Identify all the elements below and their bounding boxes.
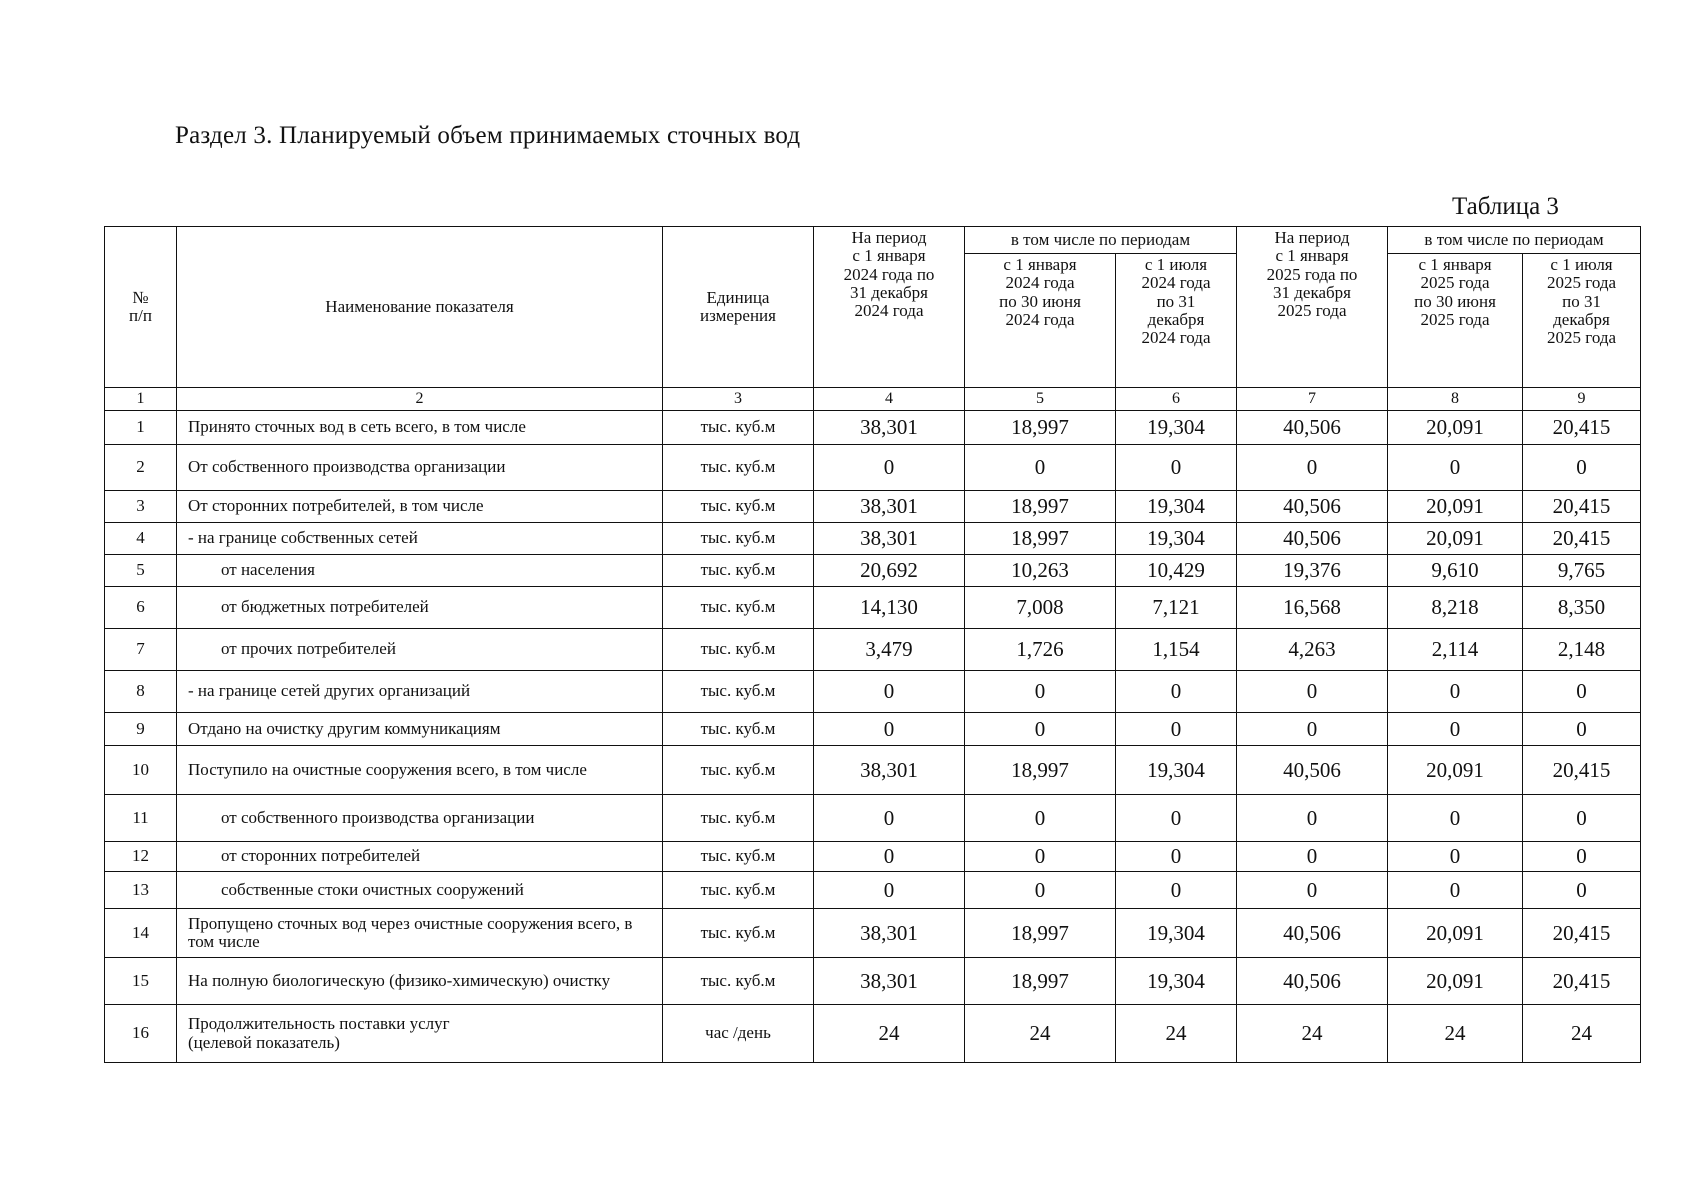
value-cell: 0 (965, 445, 1116, 491)
value-cell: 20,415 (1523, 746, 1641, 795)
value-cell: 19,376 (1237, 555, 1388, 587)
unit-cell: тыс. куб.м (663, 795, 814, 842)
column-numbers-row (105, 388, 1641, 411)
value-cell: 18,997 (965, 411, 1116, 445)
value-cell: 0 (1237, 671, 1388, 713)
value-cell: 20,415 (1523, 909, 1641, 958)
value-cell: 19,304 (1116, 411, 1237, 445)
unit-cell: тыс. куб.м (663, 445, 814, 491)
section-title: Раздел 3. Планируемый объем принимаемых сточных вод (175, 122, 801, 149)
value-cell: 38,301 (814, 491, 965, 523)
indicator-name: Пропущено сточных вод через очистные сооружения всего, в том числе (177, 909, 663, 958)
table-label: Таблица 3 (1452, 193, 1559, 220)
table-row (105, 671, 1641, 713)
value-cell: 3,479 (814, 629, 965, 671)
value-cell: 0 (814, 795, 965, 842)
table-row (105, 958, 1641, 1005)
row-number: 2 (105, 445, 177, 491)
value-cell: 19,304 (1116, 491, 1237, 523)
value-cell: 24 (965, 1005, 1116, 1063)
value-cell: 19,304 (1116, 746, 1237, 795)
value-cell: 18,997 (965, 746, 1116, 795)
table-row (105, 523, 1641, 555)
value-cell: 40,506 (1237, 411, 1388, 445)
column-number: 7 (1237, 388, 1388, 411)
value-cell: 2,148 (1523, 629, 1641, 671)
unit-cell: тыс. куб.м (663, 629, 814, 671)
value-cell: 0 (965, 842, 1116, 872)
value-cell: 0 (814, 713, 965, 746)
value-cell: 0 (1237, 713, 1388, 746)
value-cell: 0 (1116, 872, 1237, 909)
value-cell: 0 (1116, 445, 1237, 491)
value-cell: 4,263 (1237, 629, 1388, 671)
value-cell: 0 (1388, 445, 1523, 491)
indicator-name: Отдано на очистку другим коммуникациям (177, 713, 663, 746)
value-cell: 14,130 (814, 587, 965, 629)
row-number: 14 (105, 909, 177, 958)
wastewater-volume-table (104, 226, 1641, 1063)
value-cell: 0 (1523, 713, 1641, 746)
value-cell: 0 (1388, 713, 1523, 746)
column-number: 4 (814, 388, 965, 411)
value-cell: 0 (1388, 842, 1523, 872)
indicator-name: От собственного производства организации (177, 445, 663, 491)
table-row (105, 445, 1641, 491)
value-cell: 20,091 (1388, 491, 1523, 523)
unit-cell: тыс. куб.м (663, 958, 814, 1005)
value-cell: 0 (965, 713, 1116, 746)
value-cell: 18,997 (965, 491, 1116, 523)
header-h1-2024: с 1 января 2024 года по 30 июня 2024 года (965, 254, 1116, 388)
unit-cell: тыс. куб.м (663, 842, 814, 872)
table-row (105, 842, 1641, 872)
unit-cell: час /день (663, 1005, 814, 1063)
table-row (105, 491, 1641, 523)
value-cell: 20,415 (1523, 958, 1641, 1005)
value-cell: 9,765 (1523, 555, 1641, 587)
row-number: 13 (105, 872, 177, 909)
header-num: № п/п (105, 227, 177, 388)
value-cell: 20,091 (1388, 746, 1523, 795)
table-row (105, 713, 1641, 746)
value-cell: 20,091 (1388, 523, 1523, 555)
value-cell: 7,121 (1116, 587, 1237, 629)
header-period-2024: На период с 1 января 2024 года по 31 декабря 2024 года (814, 227, 965, 388)
value-cell: 2,114 (1388, 629, 1523, 671)
unit-cell: тыс. куб.м (663, 671, 814, 713)
indicator-name: - на границе сетей других организаций (177, 671, 663, 713)
table-row (105, 587, 1641, 629)
indicator-name: На полную биологическую (физико-химическую) очистку (177, 958, 663, 1005)
table-row (105, 872, 1641, 909)
value-cell: 0 (1116, 713, 1237, 746)
value-cell: 0 (1523, 842, 1641, 872)
indicator-name: собственные стоки очистных сооружений (177, 872, 663, 909)
value-cell: 0 (965, 671, 1116, 713)
unit-cell: тыс. куб.м (663, 411, 814, 445)
unit-cell: тыс. куб.м (663, 523, 814, 555)
column-number: 3 (663, 388, 814, 411)
header-name: Наименование показателя (177, 227, 663, 388)
column-number: 8 (1388, 388, 1523, 411)
row-number: 12 (105, 842, 177, 872)
value-cell: 24 (1388, 1005, 1523, 1063)
value-cell: 19,304 (1116, 909, 1237, 958)
row-number: 15 (105, 958, 177, 1005)
value-cell: 20,091 (1388, 411, 1523, 445)
value-cell: 1,154 (1116, 629, 1237, 671)
value-cell: 0 (1388, 671, 1523, 713)
value-cell: 0 (1237, 872, 1388, 909)
value-cell: 10,429 (1116, 555, 1237, 587)
value-cell: 20,692 (814, 555, 965, 587)
row-number: 1 (105, 411, 177, 445)
header-unit: Единица измерения (663, 227, 814, 388)
table-row (105, 746, 1641, 795)
value-cell: 0 (1237, 795, 1388, 842)
header-period-2025: На период с 1 января 2025 года по 31 декабря 2025 года (1237, 227, 1388, 388)
value-cell: 0 (1237, 445, 1388, 491)
row-number: 10 (105, 746, 177, 795)
table-row (105, 909, 1641, 958)
value-cell: 38,301 (814, 909, 965, 958)
indicator-name: от сторонних потребителей (177, 842, 663, 872)
value-cell: 20,091 (1388, 909, 1523, 958)
value-cell: 24 (814, 1005, 965, 1063)
value-cell: 0 (1116, 842, 1237, 872)
unit-cell: тыс. куб.м (663, 491, 814, 523)
value-cell: 19,304 (1116, 958, 1237, 1005)
row-number: 9 (105, 713, 177, 746)
value-cell: 0 (965, 872, 1116, 909)
value-cell: 40,506 (1237, 909, 1388, 958)
value-cell: 0 (965, 795, 1116, 842)
value-cell: 40,506 (1237, 491, 1388, 523)
row-number: 3 (105, 491, 177, 523)
indicator-name: от собственного производства организации (177, 795, 663, 842)
row-number: 4 (105, 523, 177, 555)
indicator-name: Поступило на очистные сооружения всего, в том числе (177, 746, 663, 795)
indicator-name: от населения (177, 555, 663, 587)
value-cell: 0 (814, 671, 965, 713)
value-cell: 24 (1116, 1005, 1237, 1063)
indicator-name: - на границе собственных сетей (177, 523, 663, 555)
value-cell: 40,506 (1237, 746, 1388, 795)
value-cell: 0 (1523, 872, 1641, 909)
value-cell: 0 (814, 872, 965, 909)
indicator-name: Принято сточных вод в сеть всего, в том числе (177, 411, 663, 445)
row-number: 16 (105, 1005, 177, 1063)
value-cell: 38,301 (814, 958, 965, 1005)
row-number: 8 (105, 671, 177, 713)
value-cell: 0 (1237, 842, 1388, 872)
unit-cell: тыс. куб.м (663, 713, 814, 746)
table-row (105, 1005, 1641, 1063)
unit-cell: тыс. куб.м (663, 587, 814, 629)
value-cell: 0 (814, 842, 965, 872)
column-number: 5 (965, 388, 1116, 411)
value-cell: 24 (1523, 1005, 1641, 1063)
value-cell: 18,997 (965, 909, 1116, 958)
value-cell: 38,301 (814, 746, 965, 795)
column-number: 9 (1523, 388, 1641, 411)
value-cell: 1,726 (965, 629, 1116, 671)
value-cell: 18,997 (965, 958, 1116, 1005)
value-cell: 24 (1237, 1005, 1388, 1063)
value-cell: 0 (814, 445, 965, 491)
indicator-name: от прочих потребителей (177, 629, 663, 671)
header-sub-periods-2024: в том числе по периодам (965, 227, 1237, 254)
value-cell: 19,304 (1116, 523, 1237, 555)
indicator-name: от бюджетных потребителей (177, 587, 663, 629)
table-row (105, 411, 1641, 445)
value-cell: 38,301 (814, 523, 965, 555)
value-cell: 16,568 (1237, 587, 1388, 629)
value-cell: 9,610 (1388, 555, 1523, 587)
value-cell: 10,263 (965, 555, 1116, 587)
value-cell: 20,091 (1388, 958, 1523, 1005)
value-cell: 8,218 (1388, 587, 1523, 629)
column-number: 6 (1116, 388, 1237, 411)
unit-cell: тыс. куб.м (663, 909, 814, 958)
table-row (105, 555, 1641, 587)
unit-cell: тыс. куб.м (663, 746, 814, 795)
value-cell: 8,350 (1523, 587, 1641, 629)
value-cell: 20,415 (1523, 411, 1641, 445)
value-cell: 20,415 (1523, 523, 1641, 555)
table-row (105, 795, 1641, 842)
row-number: 6 (105, 587, 177, 629)
header-sub-periods-2025: в том числе по периодам (1388, 227, 1641, 254)
row-number: 11 (105, 795, 177, 842)
header-h1-2025: с 1 января 2025 года по 30 июня 2025 года (1388, 254, 1523, 388)
header-h2-2024: с 1 июля 2024 года по 31 декабря 2024 года (1116, 254, 1237, 388)
unit-cell: тыс. куб.м (663, 555, 814, 587)
value-cell: 40,506 (1237, 958, 1388, 1005)
row-number: 7 (105, 629, 177, 671)
value-cell: 0 (1388, 872, 1523, 909)
value-cell: 18,997 (965, 523, 1116, 555)
table-row (105, 629, 1641, 671)
value-cell: 0 (1116, 795, 1237, 842)
indicator-name: От сторонних потребителей, в том числе (177, 491, 663, 523)
value-cell: 0 (1523, 795, 1641, 842)
header-h2-2025: с 1 июля 2025 года по 31 декабря 2025 года (1523, 254, 1641, 388)
value-cell: 38,301 (814, 411, 965, 445)
value-cell: 7,008 (965, 587, 1116, 629)
value-cell: 40,506 (1237, 523, 1388, 555)
value-cell: 20,415 (1523, 491, 1641, 523)
column-number: 2 (177, 388, 663, 411)
value-cell: 0 (1116, 671, 1237, 713)
value-cell: 0 (1523, 445, 1641, 491)
value-cell: 0 (1388, 795, 1523, 842)
column-number: 1 (105, 388, 177, 411)
unit-cell: тыс. куб.м (663, 872, 814, 909)
value-cell: 0 (1523, 671, 1641, 713)
row-number: 5 (105, 555, 177, 587)
indicator-name: Продолжительность поставки услуг (целевой показатель) (177, 1005, 663, 1063)
